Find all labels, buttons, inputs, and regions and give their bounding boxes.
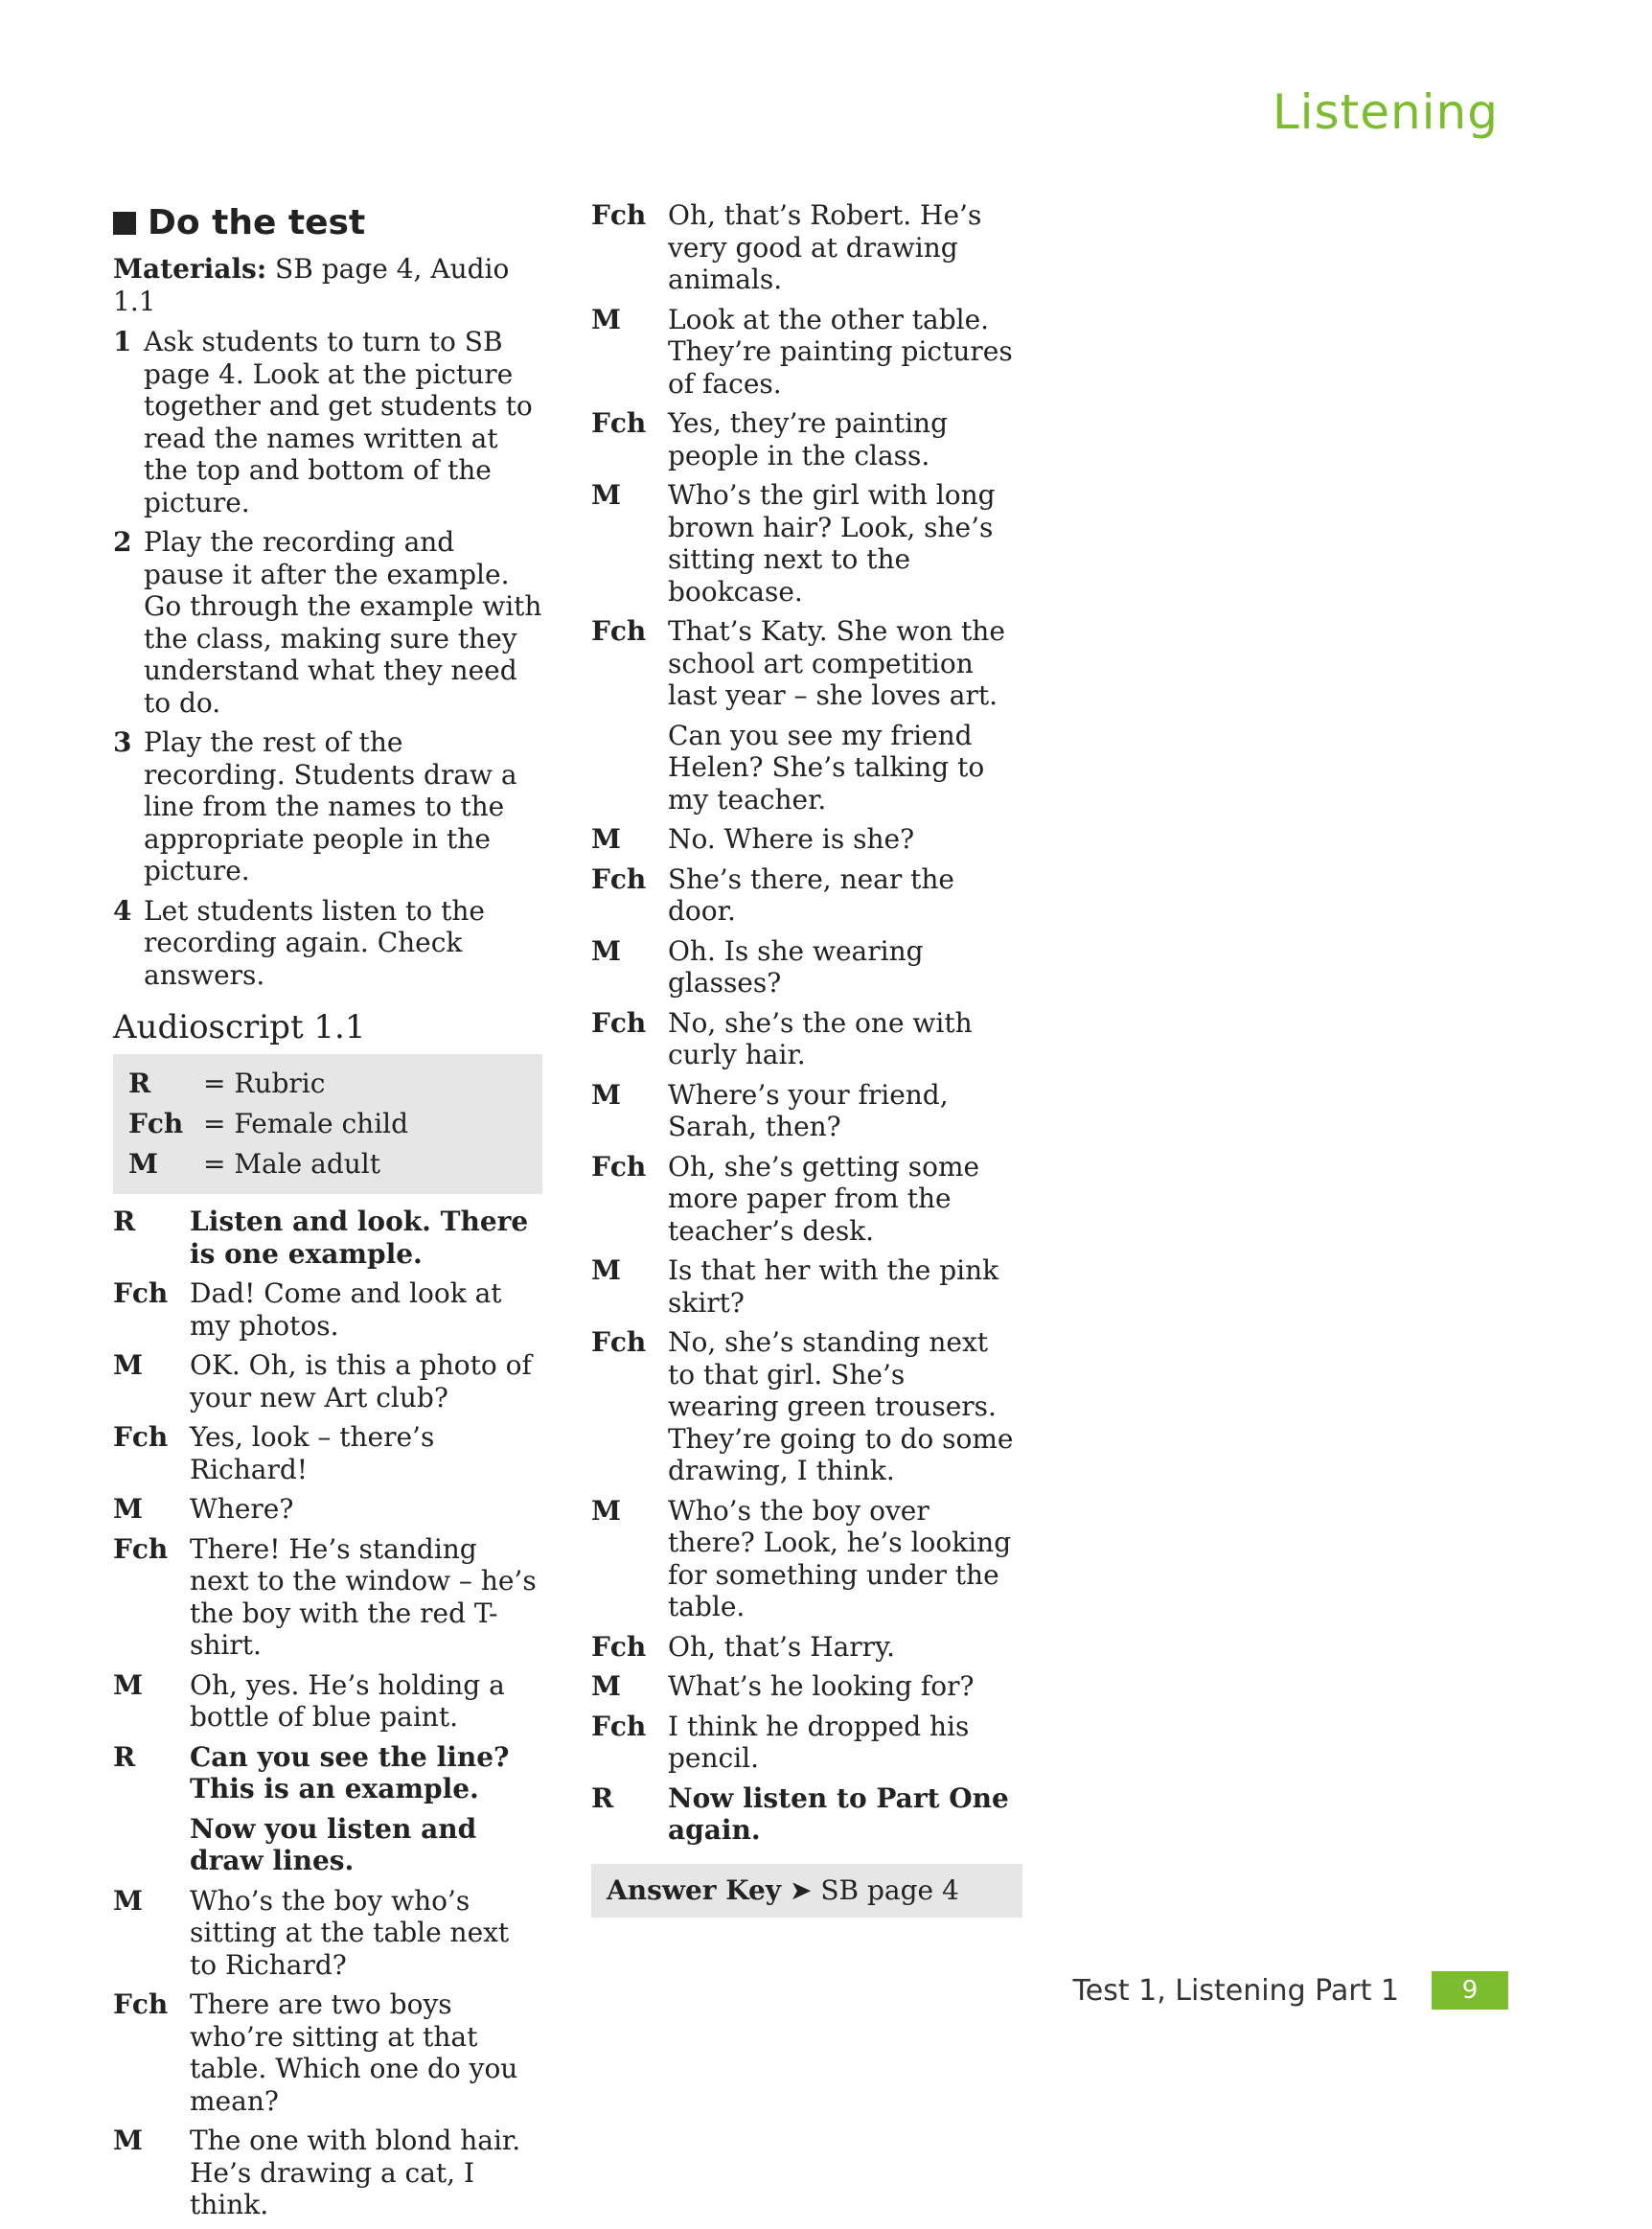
audioscript-title: Audioscript 1.1 xyxy=(113,1008,366,1046)
script-line xyxy=(591,1326,1022,1487)
speaker: M xyxy=(591,303,621,335)
script-line xyxy=(113,1349,542,1413)
speaker: M xyxy=(591,1670,621,1702)
script-line xyxy=(113,1669,542,1734)
line-text: Can you see my friend Helen? She’s talking to my teacher. xyxy=(668,719,985,816)
line-text: Now you listen and draw lines. xyxy=(190,1812,477,1876)
line-text: I think he dropped his pencil. xyxy=(668,1710,970,1774)
speaker: M xyxy=(591,479,621,511)
line-text: Oh. Is she wearing glasses? xyxy=(668,934,924,999)
script-line xyxy=(591,935,1022,1000)
speaker xyxy=(591,720,668,816)
script-line xyxy=(591,1782,1022,1847)
page-number: 9 xyxy=(1432,1971,1508,2010)
step-text: Play the rest of the recording. Students draw a line from the names to the appropriate people in the picture. xyxy=(144,726,517,886)
key-code: M xyxy=(128,1148,158,1180)
step-text: Play the recording and pause it after the example. Go through the example with the class, making sure they understand what they need to do. xyxy=(144,526,542,719)
step-item xyxy=(113,726,542,887)
materials-value: SB page 4, Audio 1.1 xyxy=(113,253,510,317)
steps-list xyxy=(113,326,542,991)
right-column xyxy=(591,199,1022,1918)
left-column xyxy=(113,199,542,2229)
line-text: No, she’s the one with curly hair. xyxy=(668,1006,973,1070)
speaker: M xyxy=(113,1493,143,1525)
line-text: What’s he looking for? xyxy=(668,1670,975,1702)
script-line xyxy=(591,1670,1022,1703)
line-text: Oh, that’s Harry. xyxy=(668,1630,896,1663)
line-text: Where’s your friend, Sarah, then? xyxy=(668,1078,949,1142)
speaker xyxy=(113,1813,190,1877)
key-row xyxy=(128,1144,527,1184)
line-text: No. Where is she? xyxy=(668,823,915,855)
speaker-key-box xyxy=(113,1054,542,1194)
script-line xyxy=(591,1631,1022,1664)
line-text: No, she’s standing next to that girl. She’s wearing green trousers. They’re going to do some drawing, I think. xyxy=(668,1326,1014,1486)
speaker: Fch xyxy=(591,199,647,231)
script-line xyxy=(591,823,1022,856)
line-text: Who’s the girl with long brown hair? Look, she’s sitting next to the bookcase. xyxy=(668,479,996,608)
line-text: Dad! Come and look at my photos. xyxy=(190,1277,502,1342)
script-line xyxy=(113,1206,542,1270)
line-text: Now listen to Part One again. xyxy=(668,1781,1009,1846)
script-line xyxy=(591,304,1022,401)
line-text: Can you see the line? This is an example. xyxy=(190,1740,510,1804)
materials-line xyxy=(113,253,542,318)
script-line xyxy=(113,1533,542,1662)
line-text: The one with blond hair. He’s drawing a cat, I think. xyxy=(190,2125,521,2220)
speaker: Fch xyxy=(591,1150,647,1183)
line-text: Look at the other table. They’re painting pictures of faces. xyxy=(668,303,1013,400)
answer-key-ref: SB page 4 xyxy=(820,1873,959,1906)
speaker: M xyxy=(113,1349,143,1381)
key-meaning: = Male adult xyxy=(203,1148,381,1180)
script-line xyxy=(113,1493,542,1526)
line-text: Who’s the boy over there? Look, he’s looking for something under the table. xyxy=(668,1494,1012,1622)
speaker: M xyxy=(113,2125,143,2156)
speaker: Fch xyxy=(591,615,647,647)
speaker: Fch xyxy=(591,1326,647,1358)
script-line xyxy=(113,1421,542,1485)
line-text: Yes, look – there’s Richard! xyxy=(190,1421,435,1485)
speaker: M xyxy=(113,1884,143,1917)
script-line xyxy=(591,863,1022,928)
footer-text: Test 1, Listening Part 1 xyxy=(1072,1973,1399,2008)
script-line xyxy=(113,1741,542,1805)
do-the-test-heading xyxy=(113,199,542,247)
step-number: 1 xyxy=(113,326,132,357)
script-line xyxy=(591,615,1022,712)
speaker: Fch xyxy=(113,1277,169,1309)
speaker: M xyxy=(113,1668,143,1701)
script-line xyxy=(591,1079,1022,1143)
line-text: Who’s the boy who’s sitting at the table next to Richard? xyxy=(190,1884,510,1981)
script-line xyxy=(113,1813,542,1877)
step-number: 3 xyxy=(113,726,132,758)
speaker: Fch xyxy=(591,407,647,439)
do-the-test-title: Do the test xyxy=(148,203,366,242)
script-line xyxy=(591,199,1022,296)
script-line xyxy=(113,1988,542,2117)
speaker: Fch xyxy=(591,1710,647,1742)
materials-label: Materials: xyxy=(113,253,267,285)
speaker: Fch xyxy=(113,1988,169,2020)
speaker: M xyxy=(591,934,621,967)
page-footer xyxy=(1073,1971,1508,2010)
step-item xyxy=(113,326,542,518)
step-item xyxy=(113,895,542,992)
speaker: R xyxy=(113,1740,136,1773)
speaker: Fch xyxy=(591,1630,647,1663)
speaker: M xyxy=(591,1254,621,1286)
line-text: Is that her with the pink skirt? xyxy=(668,1254,999,1319)
key-row xyxy=(128,1064,527,1104)
script-line xyxy=(591,1254,1022,1319)
speaker: R xyxy=(591,1781,614,1814)
speaker: Fch xyxy=(591,862,647,895)
answer-key-label: Answer Key xyxy=(607,1873,782,1906)
speaker: M xyxy=(591,1078,621,1111)
square-bullet-icon xyxy=(113,212,136,235)
step-text: Let students listen to the recording again. Check answers. xyxy=(144,894,485,991)
key-meaning: = Female child xyxy=(203,1108,409,1139)
line-text: She’s there, near the door. xyxy=(668,862,955,927)
speaker: M xyxy=(591,823,621,855)
script-line xyxy=(591,720,1022,816)
line-text: Yes, they’re painting people in the class. xyxy=(668,407,948,471)
speaker: Fch xyxy=(113,1421,169,1453)
line-text: There! He’s standing next to the window – he’s the boy with the red T-shirt. xyxy=(190,1532,537,1661)
answer-key-box xyxy=(591,1864,1022,1918)
speaker: M xyxy=(591,1494,621,1527)
step-number: 2 xyxy=(113,526,132,558)
key-code: R xyxy=(128,1068,151,1099)
script-line xyxy=(113,1277,542,1342)
script-line xyxy=(591,1711,1022,1775)
script-line xyxy=(113,2125,542,2221)
section-title: Listening xyxy=(1272,84,1499,140)
line-text: Oh, she’s getting some more paper from the teacher’s desk. xyxy=(668,1150,980,1247)
key-code: Fch xyxy=(128,1108,184,1139)
line-text: There are two boys who’re sitting at that table. Which one do you mean? xyxy=(190,1988,518,2117)
line-text: Listen and look. There is one example. xyxy=(190,1206,529,1270)
arrow-icon: ➤ xyxy=(781,1873,821,1906)
script-line xyxy=(591,1151,1022,1248)
script-line xyxy=(591,1495,1022,1623)
step-number: 4 xyxy=(113,894,132,927)
script-left xyxy=(113,1206,542,2221)
step-item xyxy=(113,526,542,719)
line-text: That’s Katy. She won the school art competition last year – she loves art. xyxy=(668,615,1005,711)
speaker: Fch xyxy=(113,1532,169,1565)
speaker: R xyxy=(113,1206,136,1237)
line-text: Where? xyxy=(190,1493,294,1525)
key-meaning: = Rubric xyxy=(203,1068,326,1099)
script-line xyxy=(591,1007,1022,1071)
key-row xyxy=(128,1104,527,1144)
script-line xyxy=(113,1885,542,1982)
script-line xyxy=(591,479,1022,608)
speaker: Fch xyxy=(591,1006,647,1039)
line-text: OK. Oh, is this a photo of your new Art club? xyxy=(190,1349,532,1413)
script-line xyxy=(591,407,1022,471)
line-text: Oh, yes. He’s holding a bottle of blue paint. xyxy=(190,1668,505,1733)
line-text: Oh, that’s Robert. He’s very good at drawing animals. xyxy=(668,199,982,295)
step-text: Ask students to turn to SB page 4. Look at the picture together and get students to read the names written at the top and bottom of the picture. xyxy=(144,326,533,518)
